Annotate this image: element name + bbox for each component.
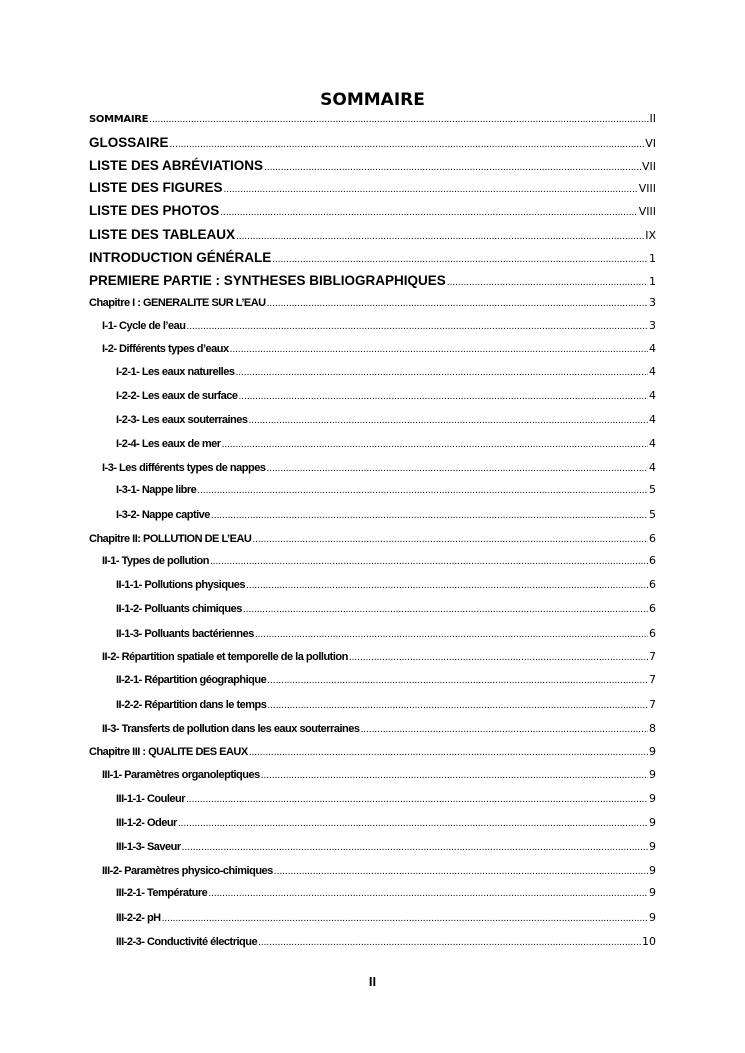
toc-entry-label: PREMIERE PARTIE : SYNTHESES BIBLIOGRAPHIQUES <box>89 273 446 288</box>
toc-entry-label: I-2-3- Les eaux souterraines <box>116 414 248 426</box>
toc-entry-label: III-1-1- Couleur <box>116 793 186 805</box>
toc-entry-page: 3 <box>649 319 656 332</box>
page-number: II <box>368 974 377 989</box>
toc-entry-label: I-2-2- Les eaux de surface <box>116 390 238 402</box>
toc-entry-page: 6 <box>649 532 656 545</box>
toc-entry-label: III-2- Paramètres physico-chimiques <box>102 865 273 877</box>
toc-leader-dots <box>220 207 637 218</box>
toc-leader-dots <box>230 344 648 355</box>
toc-entry-page: 4 <box>649 342 656 355</box>
toc-entry-label: GLOSSAIRE <box>89 135 169 150</box>
toc-leader-dots <box>210 556 648 567</box>
toc-leader-dots <box>349 652 648 663</box>
toc-entry-label: I-2- Différents types d’eaux <box>102 343 229 355</box>
toc-entry[interactable] <box>89 203 656 218</box>
toc-entry[interactable] <box>89 650 656 663</box>
toc-entry[interactable] <box>89 602 656 615</box>
toc-leader-dots <box>224 184 638 195</box>
toc-entry-page: 9 <box>649 745 656 758</box>
toc-entry[interactable] <box>89 816 656 829</box>
page-title: SOMMAIRE <box>320 90 425 110</box>
toc-leader-dots <box>252 534 648 545</box>
toc-entry-page: 9 <box>649 840 656 853</box>
toc-leader-dots <box>208 888 648 899</box>
toc-leader-dots <box>182 842 648 853</box>
toc-entry[interactable] <box>89 840 656 853</box>
toc-entry-label: II-3- Transferts de pollution dans les eaux souterraines <box>102 723 360 735</box>
toc-leader-dots <box>197 485 648 496</box>
toc-entry-label: III-1-3- Saveur <box>116 841 181 853</box>
toc-leader-dots <box>267 675 648 686</box>
toc-leader-dots <box>211 510 648 521</box>
toc-leader-dots <box>249 415 648 426</box>
toc-entry[interactable] <box>89 483 656 496</box>
toc-leader-dots <box>255 629 648 640</box>
toc-entry[interactable] <box>89 273 656 288</box>
toc-entry-page: 1 <box>649 275 656 288</box>
toc-entry-page: 4 <box>649 437 656 450</box>
toc-entry-label: Chapitre III : QUALITE DES EAUX <box>89 746 248 758</box>
toc-entry-label: III-2-3- Conductivité électrique <box>116 936 258 948</box>
toc-entry-page: 9 <box>649 911 656 924</box>
toc-entry[interactable] <box>89 296 656 309</box>
toc-entry[interactable] <box>89 413 656 426</box>
toc-entry-label: I-2-1- Les eaux naturelles <box>116 366 235 378</box>
toc-entry[interactable] <box>89 342 656 355</box>
toc-entry-page: IX <box>645 229 656 242</box>
toc-entry-label: LISTE DES TABLEAUX <box>89 227 236 242</box>
toc-leader-dots <box>235 367 648 378</box>
toc-entry-label: II-1- Types de pollution <box>102 555 209 567</box>
toc-entry-label: SOMMAIRE <box>89 114 149 125</box>
toc-entry-page: VII <box>641 160 656 173</box>
toc-entry-label: II-1-3- Polluants bactériennes <box>116 628 254 640</box>
toc-entry-label: II-2-2- Répartition dans le temps <box>116 699 267 711</box>
toc-entry[interactable] <box>89 768 656 781</box>
toc-entry[interactable] <box>89 698 656 711</box>
toc-entry-page: VIII <box>638 182 656 195</box>
toc-leader-dots <box>264 162 641 173</box>
toc-entry[interactable] <box>89 792 656 805</box>
toc-entry[interactable] <box>89 112 656 125</box>
toc-entry-page: 6 <box>649 578 656 591</box>
toc-entry[interactable] <box>89 722 656 735</box>
toc-entry-label: Chapitre I : GENERALITE SUR L’EAU <box>89 297 266 309</box>
toc-entry-page: 6 <box>649 627 656 640</box>
toc-entry-page: 6 <box>649 554 656 567</box>
toc-entry-label: Chapitre II: POLLUTION DE L’EAU <box>89 533 252 545</box>
toc-entry-label: I-1- Cycle de l’eau <box>102 320 186 332</box>
toc-entry-page: 4 <box>649 413 656 426</box>
toc-entry-page: 9 <box>649 864 656 877</box>
toc-entry-page: 8 <box>649 722 656 735</box>
toc-leader-dots <box>274 866 648 877</box>
toc-entry-page: 5 <box>649 508 656 521</box>
toc-entry-page: 9 <box>649 768 656 781</box>
toc-leader-dots <box>149 114 648 125</box>
toc-entry[interactable] <box>89 437 656 450</box>
toc-entry[interactable] <box>89 673 656 686</box>
toc-entry-page: 6 <box>649 602 656 615</box>
toc-entry-label: III-1-2- Odeur <box>116 817 177 829</box>
toc-entry-label: LISTE DES PHOTOS <box>89 203 220 218</box>
toc-entry[interactable] <box>89 158 656 173</box>
toc-entry[interactable] <box>89 935 656 948</box>
toc-leader-dots <box>170 139 645 150</box>
toc-leader-dots <box>266 463 648 474</box>
toc-entry-label: LISTE DES ABRÉVIATIONS <box>89 158 264 173</box>
toc-leader-dots <box>239 391 648 402</box>
toc-leader-dots <box>162 913 648 924</box>
toc-entry-page: VIII <box>638 205 656 218</box>
toc-entry-page: VI <box>645 137 656 150</box>
toc-leader-dots <box>246 580 648 591</box>
toc-entry[interactable] <box>89 135 656 150</box>
toc-leader-dots <box>258 937 641 948</box>
toc-entry[interactable] <box>89 578 656 591</box>
toc-leader-dots <box>243 604 648 615</box>
toc-leader-dots <box>261 770 648 781</box>
toc-entry-label: I-3-1- Nappe libre <box>116 484 197 496</box>
toc-entry[interactable] <box>89 554 656 567</box>
toc-entry-page: 10 <box>642 935 656 948</box>
toc-entry[interactable] <box>89 508 656 521</box>
toc-entry[interactable] <box>89 389 656 402</box>
toc-entry[interactable] <box>89 864 656 877</box>
toc-entry[interactable] <box>89 319 656 332</box>
toc-leader-dots <box>447 277 648 288</box>
toc-entry[interactable] <box>89 365 656 378</box>
toc-entry-label: III-1- Paramètres organoleptiques <box>102 769 260 781</box>
toc-entry-label: II-2- Répartition spatiale et temporelle de la pollution <box>102 651 348 663</box>
toc-entry[interactable] <box>89 250 656 265</box>
toc-leader-dots <box>249 747 648 758</box>
toc-leader-dots <box>360 724 648 735</box>
toc-leader-dots <box>267 298 648 309</box>
toc-entry-label: III-2-1- Température <box>116 887 208 899</box>
toc-entry-page: 7 <box>649 698 656 711</box>
toc-leader-dots <box>186 794 648 805</box>
toc-leader-dots <box>272 254 648 265</box>
toc-entry[interactable] <box>89 532 656 545</box>
toc-entry-label: II-2-1- Répartition géographique <box>116 674 267 686</box>
toc-entry-page: 9 <box>649 792 656 805</box>
toc-entry-page: 7 <box>649 673 656 686</box>
toc-entry-page: II <box>649 112 656 125</box>
toc-entry-page: 9 <box>649 886 656 899</box>
toc-leader-dots <box>186 321 648 332</box>
toc-entry[interactable] <box>89 227 656 242</box>
toc-entry-label: I-3-2- Nappe captive <box>116 509 210 521</box>
toc-entry-label: LISTE DES FIGURES <box>89 180 223 195</box>
toc-entry-page: 9 <box>649 816 656 829</box>
toc-entry-page: 7 <box>649 650 656 663</box>
toc-entry[interactable] <box>89 180 656 195</box>
toc-entry-label: INTRODUCTION GÉNÉRALE <box>89 250 272 265</box>
toc-entry-page: 4 <box>649 461 656 474</box>
toc-entry-page: 3 <box>649 296 656 309</box>
toc-leader-dots <box>222 439 648 450</box>
toc-entry-page: 4 <box>649 365 656 378</box>
toc-entry[interactable] <box>89 745 656 758</box>
toc-entry-label: I-3- Les différents types de nappes <box>102 462 266 474</box>
toc-entry-label: I-2-4- Les eaux de mer <box>116 438 221 450</box>
toc-entry-page: 5 <box>649 483 656 496</box>
toc-entry-page: 1 <box>649 252 656 265</box>
toc-entry-label: II-1-2- Polluants chimiques <box>116 603 242 615</box>
toc-entry-page: 4 <box>649 389 656 402</box>
toc-entry[interactable] <box>89 911 656 924</box>
toc-leader-dots <box>236 231 644 242</box>
toc-entry[interactable] <box>89 886 656 899</box>
toc-entry[interactable] <box>89 461 656 474</box>
toc-leader-dots <box>267 700 648 711</box>
toc-entry-label: II-1-1- Pollutions physiques <box>116 579 246 591</box>
toc-entry[interactable] <box>89 627 656 640</box>
toc-entry-label: III-2-2- pH <box>116 912 161 924</box>
toc-leader-dots <box>178 818 648 829</box>
